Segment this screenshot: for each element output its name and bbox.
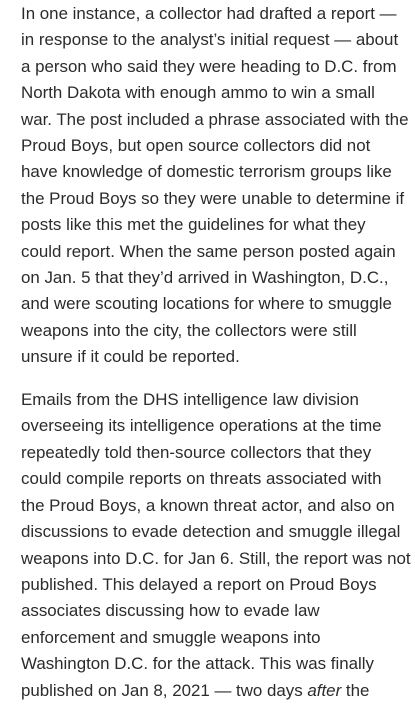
text-line: overseeing its intelligence operations at the time: [21, 416, 382, 436]
text-line: the Proud Boys, a known threat actor, and also on: [21, 495, 395, 515]
text-line: Proud Boys, but open source collectors did not: [21, 136, 371, 156]
text-line: and were scouting locations for where to smuggle: [21, 294, 392, 314]
text-line: published. This delayed a report on Proud Boys: [21, 574, 377, 594]
text-line: repeatedly told then-source collectors that they: [21, 442, 372, 462]
text-line: posts like this met the guidelines for what they: [21, 215, 366, 235]
text-line: Washington D.C. for the attack. This was finally: [21, 654, 374, 674]
text-fragment: the: [341, 680, 370, 700]
text-line: have knowledge of domestic terrorism groups like: [21, 162, 392, 182]
text-line: North Dakota with enough ammo to win a small: [21, 83, 375, 103]
article-body: [21, 1, 411, 704]
text-line: the Proud Boys so they were unable to determine if: [21, 188, 405, 208]
text-line: a person who said they were heading to D.C. from: [21, 56, 397, 76]
text-line: weapons into D.C. for Jan 6. Still, the report was not: [21, 548, 411, 568]
paragraph-1: [21, 1, 407, 371]
text-line: unsure if it could be reported.: [21, 347, 240, 367]
text-line: could report. When the same person posted again: [21, 241, 396, 261]
text-line: weapons into the city, the collectors were still: [21, 320, 357, 340]
paragraph-2: [21, 387, 411, 704]
text-line: in response to the analyst’s initial request — about: [21, 30, 399, 50]
text-line: war. The post included a phrase associated with the: [21, 109, 409, 129]
text-line: discussions to evade detection and smuggle illegal: [21, 522, 401, 542]
text-line: Emails from the DHS intelligence law division: [21, 390, 359, 410]
text-line: could compile reports on threats associated with: [21, 469, 382, 489]
text-line-cut-off: [21, 678, 407, 704]
text-line: enforcement and smuggle weapons into: [21, 627, 321, 647]
text-line: on Jan. 5 that they’d arrived in Washington, D.C.,: [21, 268, 389, 288]
text-line: associates discussing how to evade law: [21, 601, 320, 621]
text-fragment: published on Jan 8, 2021 — two days: [21, 680, 308, 700]
italic-emphasis: after: [307, 680, 342, 700]
text-line: In one instance, a collector had drafted a report —: [21, 4, 397, 23]
